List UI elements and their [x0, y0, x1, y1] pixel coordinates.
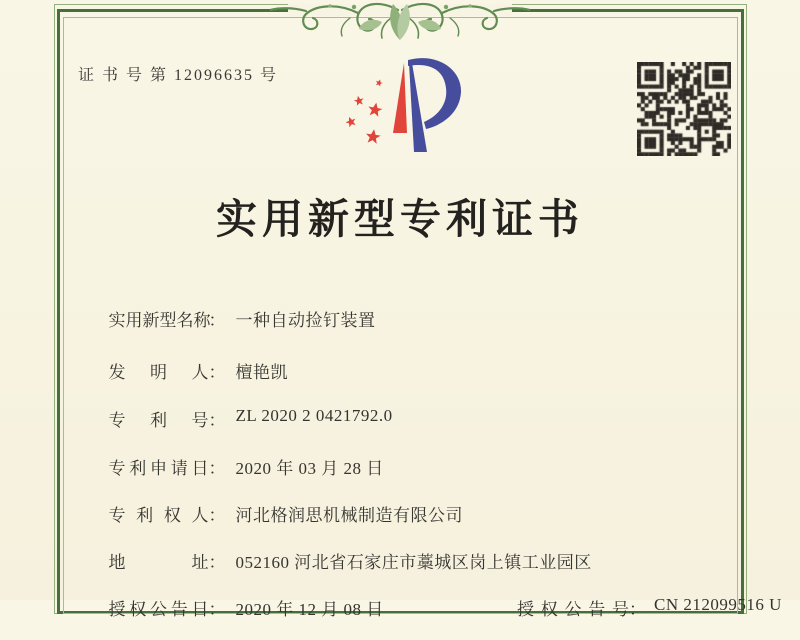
field-row-inventor — [100, 338, 288, 382]
field-label: 发明人 — [108, 363, 209, 382]
field-value: 河北格润思机械制造有限公司 — [235, 506, 463, 525]
field-value: CN 212099516 U — [654, 595, 782, 614]
field-label: 授权公告日 — [108, 600, 209, 619]
floral-ornament-icon — [270, 0, 530, 44]
field-label: 地址 — [108, 553, 209, 572]
field-colon: ： — [208, 363, 226, 382]
field-colon: ： — [208, 311, 226, 330]
cnipa-patent-logo-icon — [333, 50, 478, 166]
field-row-address — [100, 528, 592, 572]
field-value: 2020 年 03 月 28 日 — [235, 459, 384, 478]
field-row-grant-date — [100, 575, 782, 619]
field-colon: ： — [208, 553, 226, 572]
field-value: 052160 河北省石家庄市藁城区岗上镇工业园区 — [235, 553, 592, 572]
field-colon: ： — [629, 600, 646, 619]
field-label: 专利申请日 — [108, 459, 209, 478]
qr-code — [637, 62, 731, 156]
certificate-title: 实用新型专利证书 — [216, 196, 584, 242]
field-value: ZL 2020 2 0421792.0 — [235, 406, 393, 425]
field-row-application-date — [100, 434, 384, 478]
field-grant-number — [500, 575, 782, 640]
field-label: 专利号 — [108, 411, 209, 430]
field-row-patentee — [100, 481, 463, 525]
field-colon: ： — [208, 506, 226, 525]
certificate-number: 证 书 号 第 12096635 号 — [78, 67, 279, 84]
field-value: 檀艳凯 — [235, 363, 288, 382]
field-colon: ： — [208, 411, 226, 430]
field-label: 授权公告号 — [517, 600, 629, 619]
field-value: 2020 年 12 月 08 日 — [235, 600, 384, 619]
field-label: 实用新型名称 — [108, 311, 211, 330]
field-row-patent-number — [100, 386, 393, 430]
field-colon: ： — [208, 459, 226, 478]
field-label: 专利权人 — [108, 506, 209, 525]
field-row-utility-model-name — [100, 286, 376, 330]
field-colon: ： — [208, 600, 226, 619]
field-value: 一种自动捡钉装置 — [235, 311, 376, 330]
